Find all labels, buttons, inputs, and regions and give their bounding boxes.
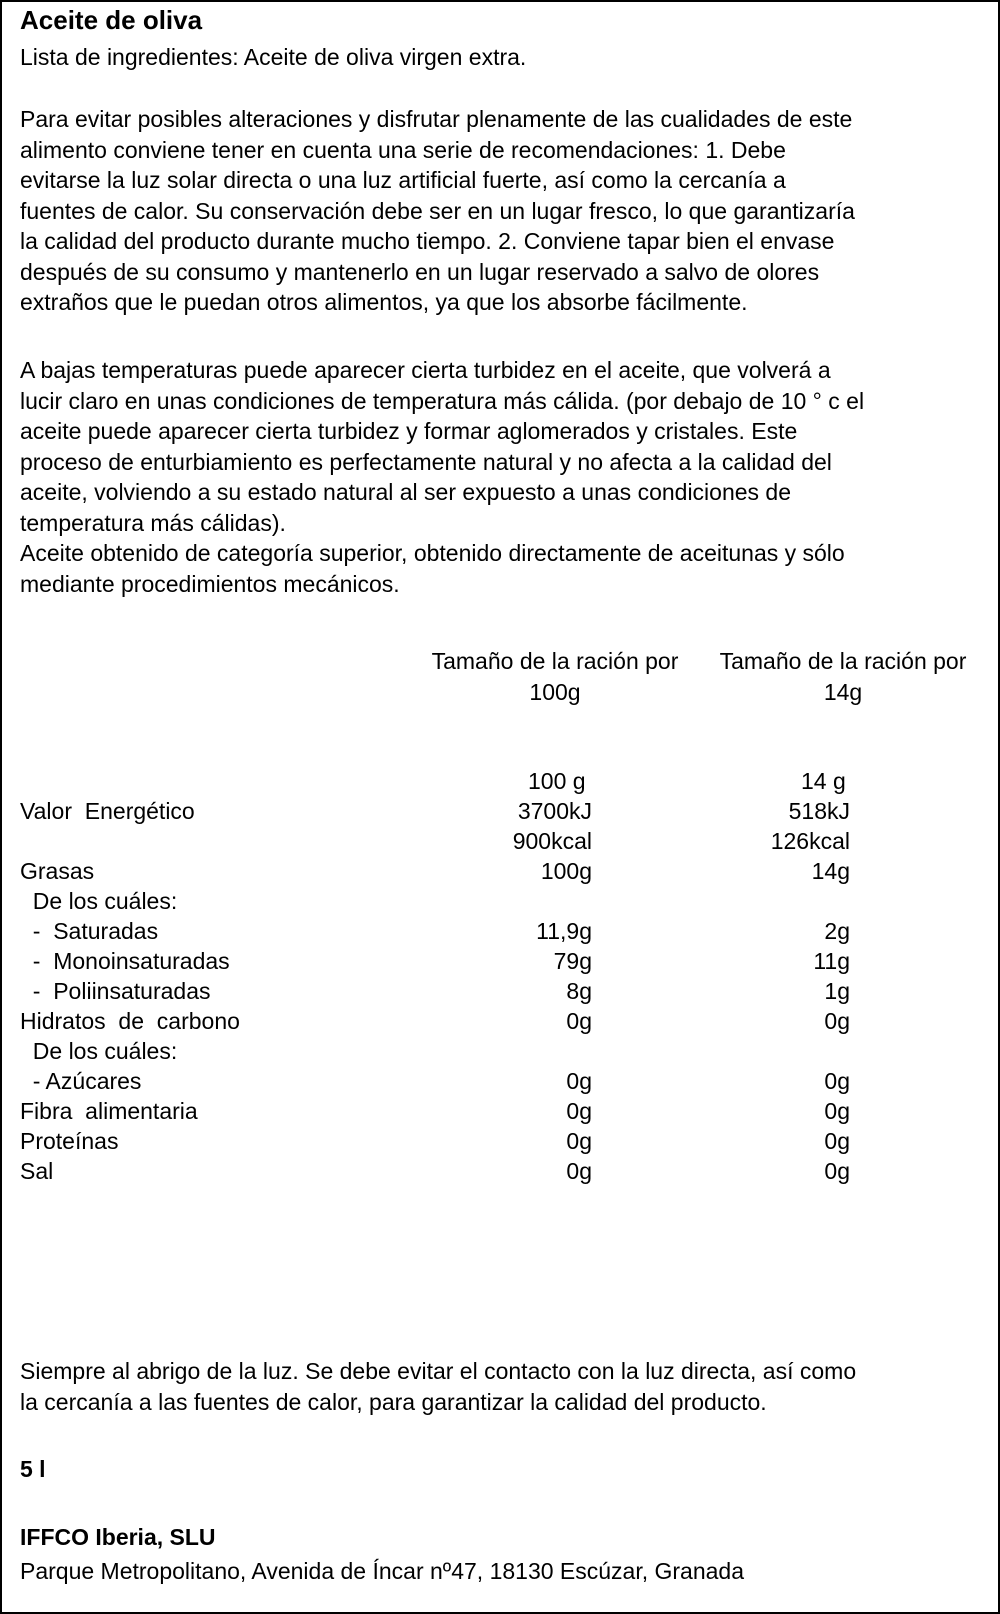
paragraph-line: Aceite obtenido de categoría superior, obtenido directamente de aceitunas y sólo [20,540,845,566]
nutrition-value-14g: 0g [824,1098,850,1124]
paragraph-line: aceite, volviendo a su estado natural al ser expuesto a unas condiciones de [20,479,792,505]
paragraph-line: extraños que le puedan otros alimentos, ya que los absorbe fácilmente. [20,289,748,315]
col2-header-line2: 14g [823,679,863,705]
nutrition-value-100g: 3700kJ [517,798,592,824]
paragraph-line: lucir claro en unas condiciones de temperatura más cálida. (por debajo de 10 ° c el [20,387,865,414]
nutrition-value-100g: 0g [566,1128,592,1154]
nutrition-row-label: Sal [20,1158,54,1184]
recommendations-paragraph [20,104,980,318]
nutrition-row-label: De los cuáles: [20,1038,178,1064]
paragraph-line: evitarse la luz solar directa o una luz artificial fuerte, así como la cercanía a [20,167,786,193]
nutrition-value-14g: 0g [824,1128,850,1154]
nutrition-value-14g: 0g [824,1068,850,1094]
nutrition-value-100g: 0g [566,1068,592,1094]
nutrition-row-label: Valor Energético [20,798,195,824]
paragraph-line: aceite puede aparecer cierta turbidez y formar aglomerados y cristales. Este [20,418,798,444]
nutrition-value-100g: 11,9g [536,918,592,944]
paragraph-line: temperatura más cálidas). [20,509,286,536]
col1-header-line1: Tamaño de la ración por [431,648,679,674]
nutrition-value-100g: 0g [566,1008,592,1034]
nutrition-value-14g: 2g [824,918,850,944]
paragraph-line: Siempre al abrigo de la luz. Se debe evitar el contacto con la luz directa, así como [20,1358,857,1384]
product-title: Aceite de oliva [20,5,203,35]
paragraph-line: proceso de enturbiamiento es perfectamente natural y no afecta a la calidad del [20,448,832,475]
nutrition-row-label: - Saturadas [20,918,159,944]
nutrition-value-100g: 0g [566,1158,592,1184]
col1-header-line2: 100g [529,679,581,705]
paragraph-line: después de su consumo y mantenerlo en un lugar reservado a salvo de olores [20,258,820,285]
nutrition-row-label: - Monoinsaturadas [20,948,230,974]
company-address: Parque Metropolitano, Avenida de Íncar nº47, 18130 Escúzar, Granada [20,1558,745,1584]
paragraph-line: Para evitar posibles alteraciones y disfrutar plenamente de las cualidades de este [20,106,853,132]
col1-unit: 100 g [528,768,586,794]
paragraph-line: alimento conviene tener en cuenta una serie de recomendaciones: 1. Debe [20,136,786,163]
ingredients-list: Lista de ingredientes: Aceite de oliva virgen extra. [20,44,527,70]
nutrition-row-label: Hidratos de carbono [20,1008,240,1034]
col2-unit: 14 g [801,768,846,794]
temperature-paragraph [20,355,980,599]
company-name: IFFCO Iberia, SLU [20,1524,216,1550]
col2-header-line1: Tamaño de la ración por [719,648,967,674]
paragraph-line: fuentes de calor. Su conservación debe ser en un lugar fresco, lo que garantizaría [20,197,855,224]
nutrition-value-14g: 0g [824,1158,850,1184]
storage-paragraph [20,1356,980,1417]
nutrition-value-14g: 11g [813,948,850,974]
nutrition-value-100g: 79g [553,948,592,974]
nutrition-row-label: - Azúcares [20,1068,142,1094]
net-volume: 5 l [20,1456,46,1482]
nutrition-value-14g: 0g [824,1008,850,1034]
paragraph-line: A bajas temperaturas puede aparecer cierta turbidez en el aceite, que volverá a [20,357,831,383]
nutrition-row-label: Grasas [20,858,95,884]
paragraph-line: mediante procedimientos mecánicos. [20,570,400,597]
nutrition-value-100g: 8g [566,978,592,1004]
nutrition-value-14g: 1g [824,978,850,1004]
nutrition-value-14g: 14g [811,858,850,884]
nutrition-value-14g: 518kJ [788,798,850,824]
nutrition-value-100g: 900kcal [512,828,592,854]
nutrition-row-label: - Poliinsaturadas [20,978,211,1004]
nutrition-value-14g: 126kcal [770,828,850,854]
nutrition-value-100g: 100g [540,858,592,884]
paragraph-line: la calidad del producto durante mucho tiempo. 2. Conviene tapar bien el envase [20,228,835,254]
nutrition-row-label: Proteínas [20,1128,119,1154]
nutrition-row-label: De los cuáles: [20,888,178,914]
nutrition-row-label: Fibra alimentaria [20,1098,198,1124]
nutrition-value-100g: 0g [566,1098,592,1124]
paragraph-line: la cercanía a las fuentes de calor, para garantizar la calidad del producto. [20,1388,767,1415]
